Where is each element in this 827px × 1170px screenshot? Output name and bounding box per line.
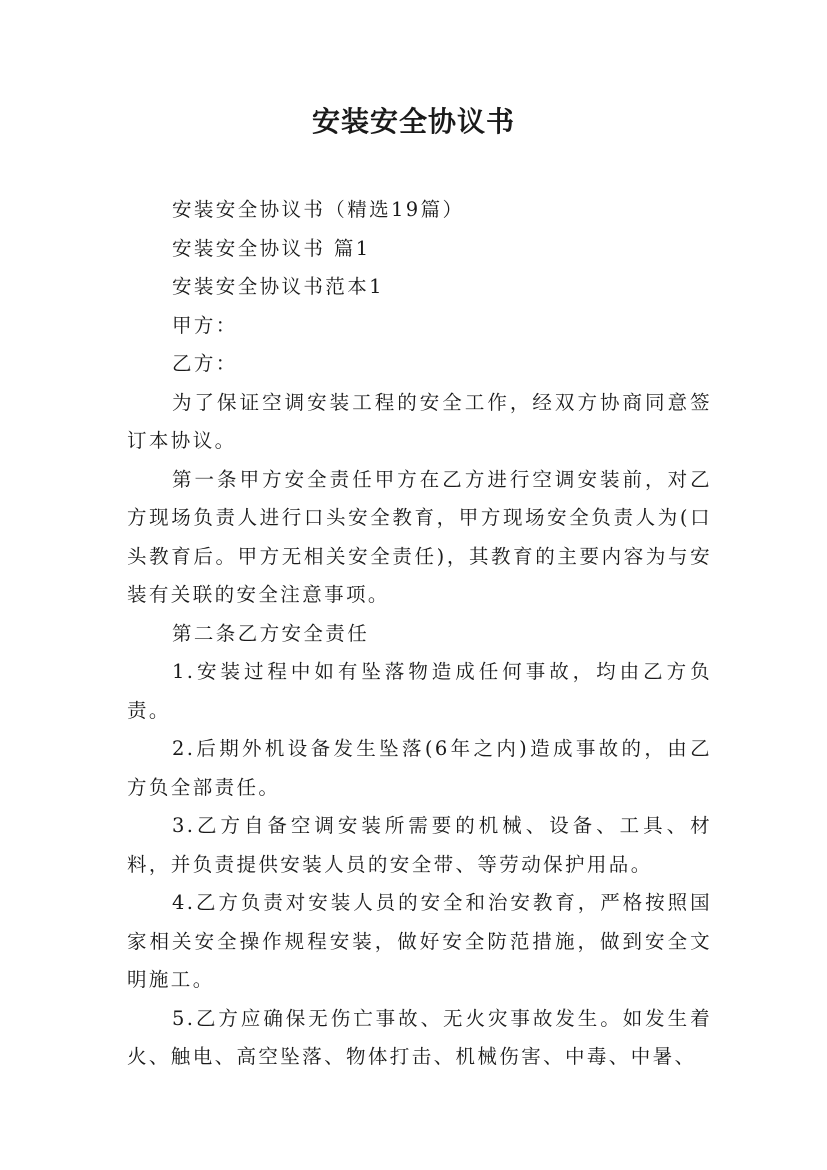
paragraph-item-1: 1.安装过程中如有坠落物造成任何事故，均由乙方负责。 [127,660,712,722]
paragraph-template-heading: 安装安全协议书范本1 [172,275,384,298]
paragraph-item-2: 2.后期外机设备发生坠落(6年之内)造成事故的，由乙方负全部责任。 [127,737,712,799]
paragraph-party-b: 乙方： [172,352,238,375]
paragraph-section-heading: 安装安全协议书 篇1 [172,236,371,260]
paragraph-article-1: 第一条甲方安全责任甲方在乙方进行空调安装前，对乙方现场负责人进行口头安全教育，甲方现场安全负责人为(口头教育后。甲方无相关安全责任)，其教育的主要内容为与安装有关联的安全注意事项。 [127,467,712,606]
paragraph-preamble: 为了保证空调安装工程的安全工作，经双方协商同意签订本协议。 [127,390,712,452]
document-title: 安装安全协议书 [311,105,515,138]
paragraph-item-5: 5.乙方应确保无伤亡事故、无火灾事故发生。如发生着火、触电、高空坠落、物体打击、机械伤害、中毒、中暑、 [127,1006,712,1068]
paragraph-item-3: 3.乙方自备空调安装所需要的机械、设备、工具、材料，并负责提供安装人员的安全带、等劳动保护用品。 [127,814,712,876]
paragraph-item-4: 4.乙方负责对安装人员的安全和治安教育，严格按照国家相关安全操作规程安装，做好安全防范措施，做到安全文明施工。 [127,891,712,991]
paragraph-article-2-heading: 第二条乙方安全责任 [172,621,370,645]
document-body [127,191,712,1077]
paragraph-subtitle: 安装安全协议书（精选19篇） [172,198,465,221]
paragraph-party-a: 甲方： [172,313,238,337]
